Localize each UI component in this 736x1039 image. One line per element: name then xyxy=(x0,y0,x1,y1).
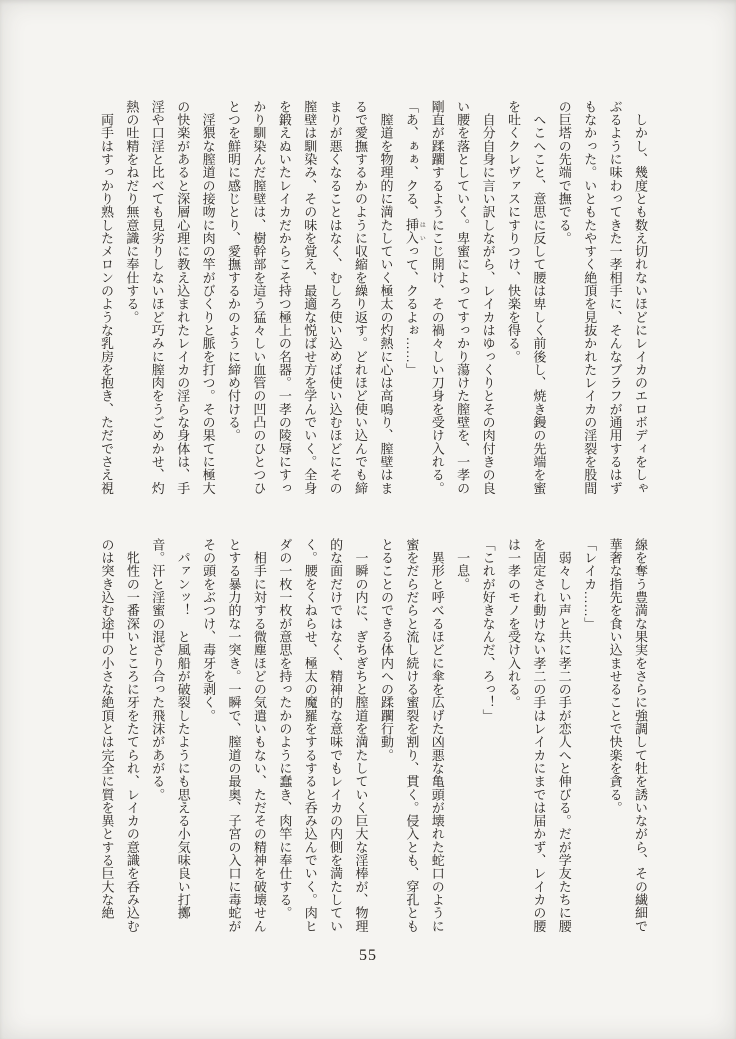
text-line: 的な面だけではなく、精神的な意味でもレイカの内側を満たしてい xyxy=(328,538,344,933)
text-line: 膣壁は馴染み、その味を覚え、最適な悦ばせ方を学んでいく。全身 xyxy=(302,100,318,495)
text-line: ぶるように味わってきた一孝相手に、そんなブラフが通用するはず xyxy=(607,100,623,495)
text-line: 「レイカ……」 xyxy=(582,538,598,631)
text-line: を吐くクレヴァスにすりつけ、快楽を得る。 xyxy=(505,100,521,363)
text-line: 線を奪う豊満な果実をさらに強調して牡を誘いながら、その繊細で xyxy=(633,538,648,933)
text-line: のは突き込む途中の小さな絶頂とは完全に質を異とする巨大な絶 xyxy=(99,538,115,920)
text-line: まりが悪くなることはなく、むしろ使い込めば使い込むほどにその xyxy=(327,100,343,495)
page-number: 55 xyxy=(359,947,377,964)
text-line: 一瞬の内に、ぎちぎちと膣道を満たしていく巨大な淫棒が、物理 xyxy=(353,538,369,933)
text-line: とることのできる体内への蹂躙行動。 xyxy=(378,538,394,762)
text-line: 「これが好きなんだ、ろっ！」 xyxy=(480,538,496,723)
text-line: とする暴力的な一突き。一瞬で、膣道の最奥、子宮の入口に毒蛇が xyxy=(226,538,242,933)
text-line: その頭をぶつけ、毒牙を剥く。 xyxy=(201,538,217,723)
text-line: 淫や口淫と比べても見劣りしないほど巧みに膣肉をうごめかせ、灼 xyxy=(149,100,165,495)
text-line: しかし、幾度とも数え切れないほどにレイカのエロボディをしゃ xyxy=(633,100,648,495)
lower-text-block xyxy=(94,538,653,936)
text-line: く。腰をくねらせ、極太の魔羅をするすると呑み込んでいく。肉ヒ xyxy=(302,538,318,933)
text-line: は一孝のモノを受け入れる。 xyxy=(505,538,521,709)
text-line: 蜜をだらだらと流し続ける蜜裂を割り、貫く。侵入とも、穿孔とも xyxy=(404,538,420,933)
text-line: かり馴染んだ膣壁は、樹幹部を這う猛々しい血管の凹凸のひとつひ xyxy=(251,100,267,495)
upper-text-block xyxy=(94,100,653,498)
text-line: を固定され動けない孝二の手はレイカにまでは届かず、レイカの腰 xyxy=(531,538,547,933)
text-line: もなかった。いともたやすく絶頂を見抜かれたレイカの淫裂を股間 xyxy=(582,100,598,495)
text-line: 一息。 xyxy=(455,538,471,591)
text-line: パァンッ！ と風船が破裂したようにも思える小気味良い打擲 xyxy=(175,538,191,920)
text-line: 膣道を物理的に満たしていく極太の灼熱に心は高鳴り、膣壁はま xyxy=(378,100,394,495)
text-line: とつを鮮明に感じとり、愛撫するかのように締め付ける。 xyxy=(226,100,241,442)
text-line: い腰を落としていく。卑蜜によってすっかり蕩けた膣壁を、一孝の xyxy=(455,100,471,495)
text-line: 牝性の一番深いところに牙をたてられ、レイカの意識を呑み込む xyxy=(124,538,140,933)
text-line: 自分自身に言い訳しながら、レイカはゆっくりとその肉付きの良 xyxy=(480,100,496,495)
ruby-annotated-word: 挿入 はい xyxy=(403,218,425,245)
text-line: へこへこと、意思に反して腰は卑しく前後し、焼き鏝の先端を蜜 xyxy=(531,100,547,495)
text-line: 剛直が蹂躙するようにこじ開け、その禍々しい刀身を受け入れる。 xyxy=(429,100,445,495)
text-line: 「あ、ぁぁ、クる、挿入 はいって、クるよぉ……」 xyxy=(403,100,425,377)
text-line: 熱の吐精をねだり無意識に奉仕する。 xyxy=(124,100,140,324)
text-line: 弱々しい声と共に孝二の手が恋人へと伸びる。だが学友たちに腰 xyxy=(556,538,572,933)
text-line: 淫猥な膣道の接吻に肉の竿がびくりと脈を打つ。その果てに極大 xyxy=(200,100,216,495)
text-line: 相手に対する微塵ほどの気遣いもない、ただその精神を破壊せん xyxy=(251,538,267,933)
text-line: 異形と呼べるほどに傘を広げた凶悪な亀頭が壊れた蛇口のように xyxy=(429,538,445,933)
text-line: の巨塔の先端で撫でる。 xyxy=(556,100,572,245)
text-line: るで愛撫するかのように収縮を繰り返す。どれほど使い込んでも締 xyxy=(353,100,369,495)
text-line: を鍛えぬいたレイカだからこそ持つ極上の名器。一孝の陵辱にすっ xyxy=(276,100,292,495)
text-line: 両手はすっかり熟したメロンのような乳房を抱き、ただでさえ視 xyxy=(98,100,114,495)
text-line: ダの一枚一枚が意思を持ったかのように蠢き、肉竿に奉仕する。 xyxy=(277,538,293,920)
text-line: 音。汗と淫蜜の混ざり合った飛沫があがる。 xyxy=(150,538,166,801)
text-line: の快楽があると深層心理に教え込まれたレイカの淫らな身体は、手 xyxy=(175,100,191,495)
text-line: 華奢な指先を食い込ませることで快楽を貪る。 xyxy=(607,538,623,815)
